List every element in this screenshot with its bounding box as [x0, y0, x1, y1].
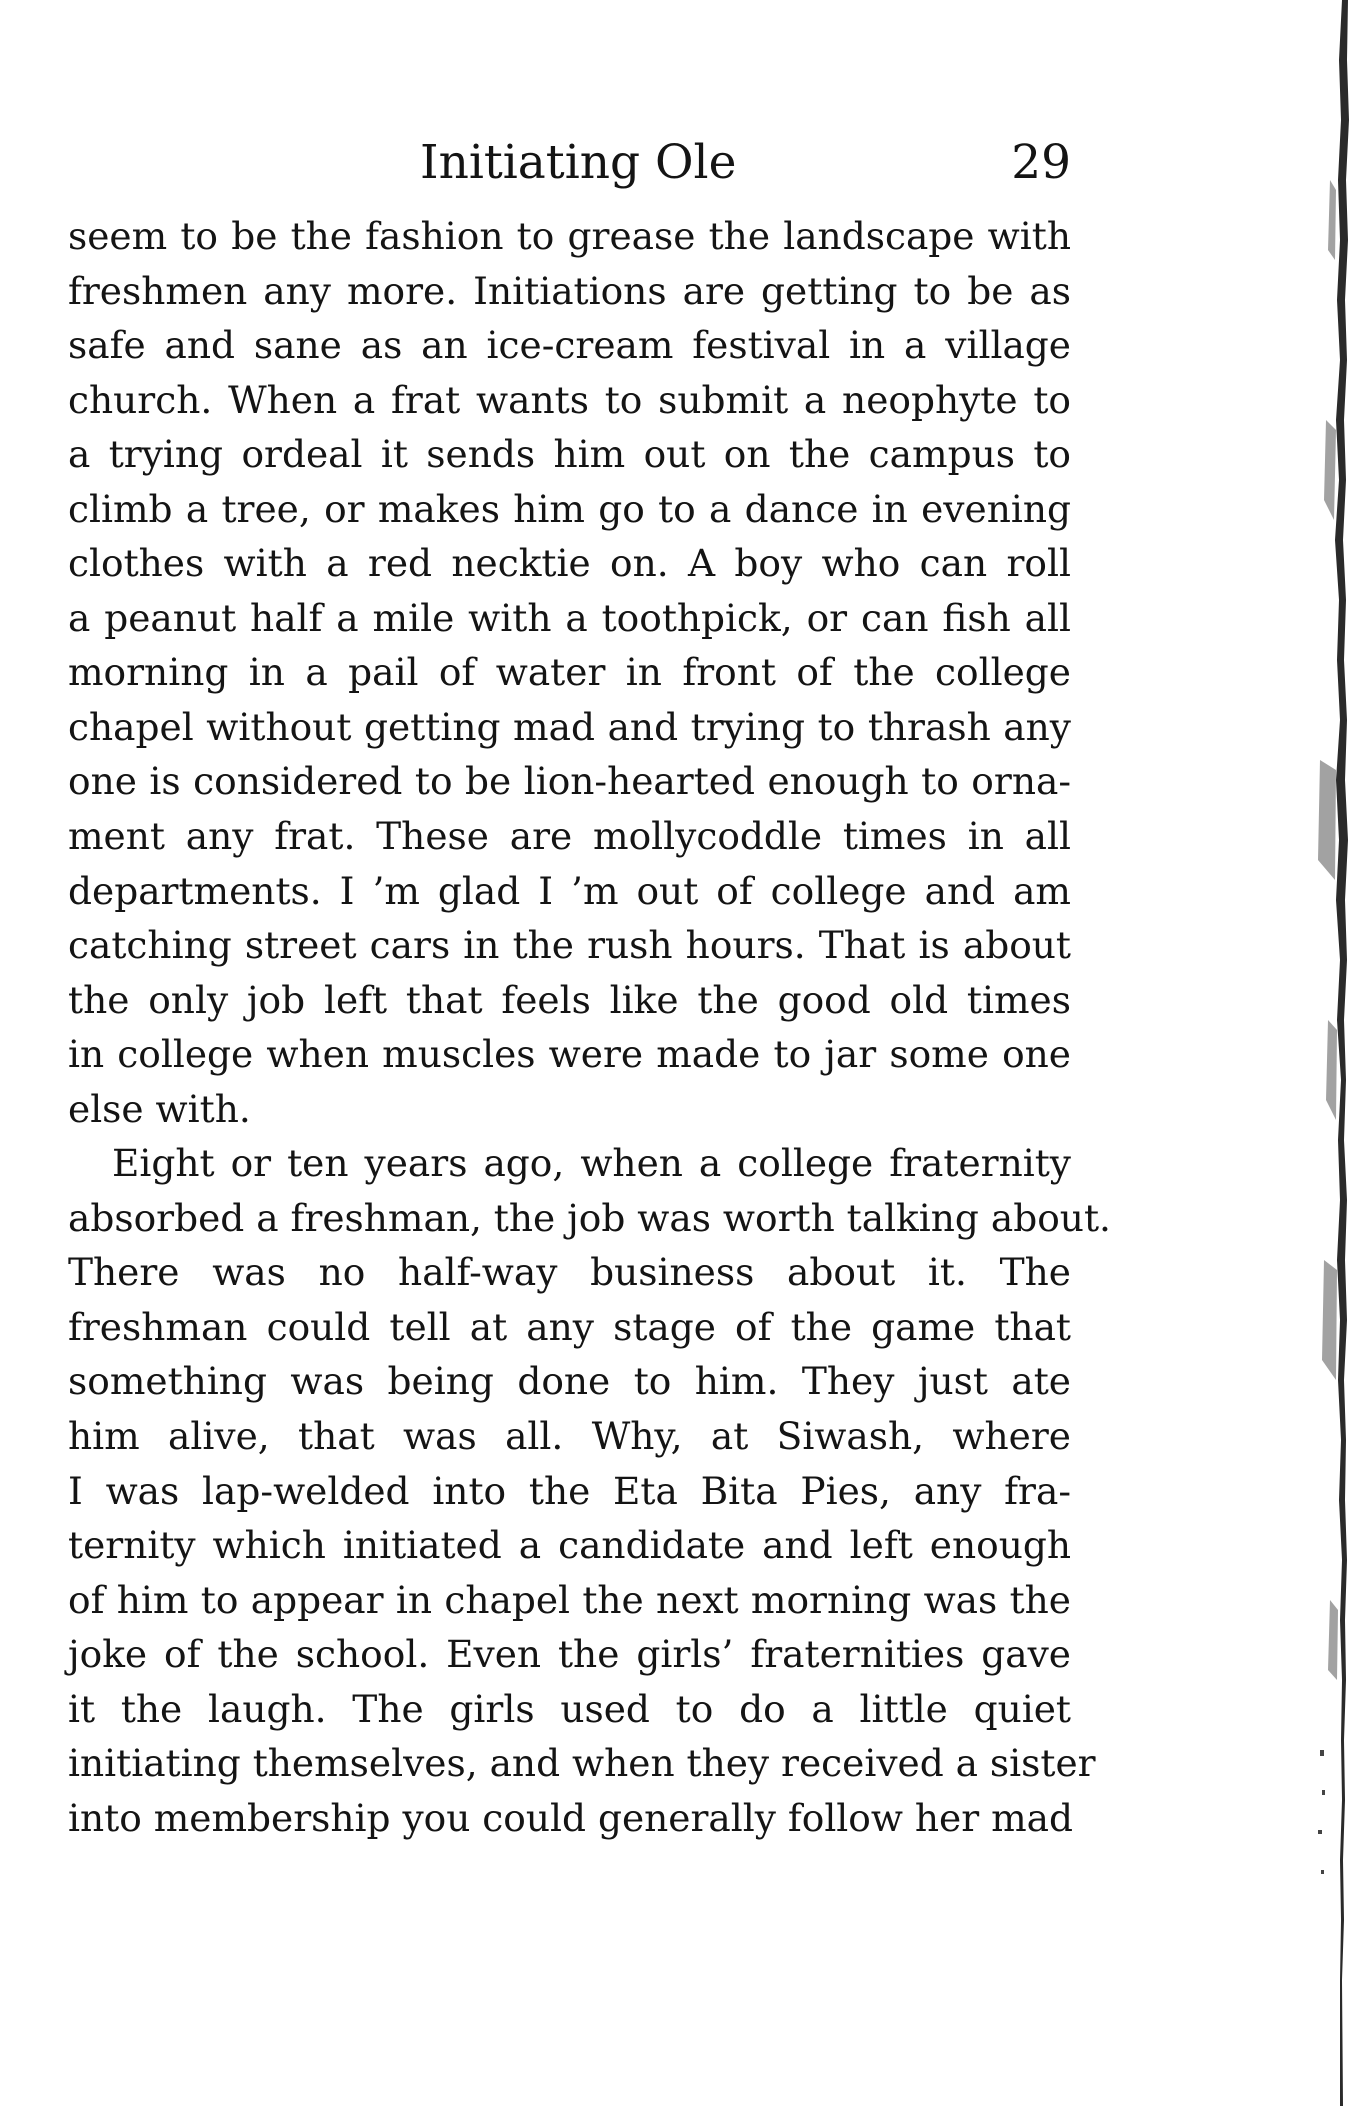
text-line: one is considered to be lion-hearted enough to orna- [68, 759, 1071, 804]
text-line: catching street cars in the rush hours. That is about [68, 923, 1071, 968]
text-line: it the laugh. The girls used to do a little quiet [68, 1686, 1071, 1731]
text-line: of him to appear in chapel the next morning was the [68, 1577, 1071, 1622]
paragraph-2 [68, 1136, 1111, 1845]
text-line: freshmen any more. Initiations are getting to be as [68, 268, 1071, 313]
text-line: freshman could tell at any stage of the game that [68, 1304, 1071, 1349]
text-line: chapel without getting mad and trying to thrash any [68, 704, 1071, 749]
binding-smudge [1318, 180, 1338, 1680]
text-line: safe and sane as an ice-cream festival in a village [68, 323, 1071, 368]
text-line: absorbed a freshman, the job was worth talking about. [68, 1195, 1111, 1240]
chapter-title: Initiating Ole [420, 135, 737, 190]
text-line: seem to be the fashion to grease the landscape with [68, 214, 1071, 258]
text-line: There was no half-way business about it. The [68, 1250, 1071, 1295]
paragraph-1 [68, 209, 1071, 1136]
text-line: church. When a frat wants to submit a neophyte to [68, 377, 1071, 422]
scan-binding-edge [1290, 0, 1353, 2106]
text-line: I was lap-welded into the Eta Bita Pies, any fra- [68, 1468, 1071, 1513]
binding-shadow [1335, 0, 1349, 2106]
text-line: Eight or ten years ago, when a college fraternity [112, 1141, 1071, 1186]
text-line: joke of the school. Even the girls’ fraternities gave [68, 1632, 1071, 1677]
text-line: the only job left that feels like the good old times [68, 977, 1071, 1022]
text-line: departments. I ’m glad I ’m out of college and am [68, 868, 1071, 913]
text-line: climb a tree, or makes him go to a dance in evening [68, 486, 1071, 531]
text-line: a trying ordeal it sends him out on the campus to [68, 432, 1071, 477]
text-line: initiating themselves, and when they received a sister [68, 1741, 1096, 1786]
text-line: ment any frat. These are mollycoddle times in all [68, 814, 1071, 859]
running-head [68, 128, 1071, 198]
text-line: something was being done to him. They just ate [68, 1359, 1071, 1404]
body-text [68, 209, 1111, 1845]
text-line: morning in a pail of water in front of the college [68, 650, 1071, 695]
page-number: 29 [1011, 135, 1071, 190]
text-line: else with. [68, 1086, 251, 1131]
text-line: clothes with a red necktie on. A boy who can roll [68, 541, 1071, 586]
speck-marks [1318, 1750, 1325, 1874]
text-line: into membership you could generally follow her mad [68, 1795, 1074, 1840]
text-line: ternity which initiated a candidate and left enough [68, 1523, 1071, 1568]
text-line: a peanut half a mile with a toothpick, or can fish all [68, 595, 1071, 640]
text-line: in college when muscles were made to jar some one [68, 1032, 1071, 1077]
text-line: him alive, that was all. Why, at Siwash, where [68, 1414, 1071, 1459]
